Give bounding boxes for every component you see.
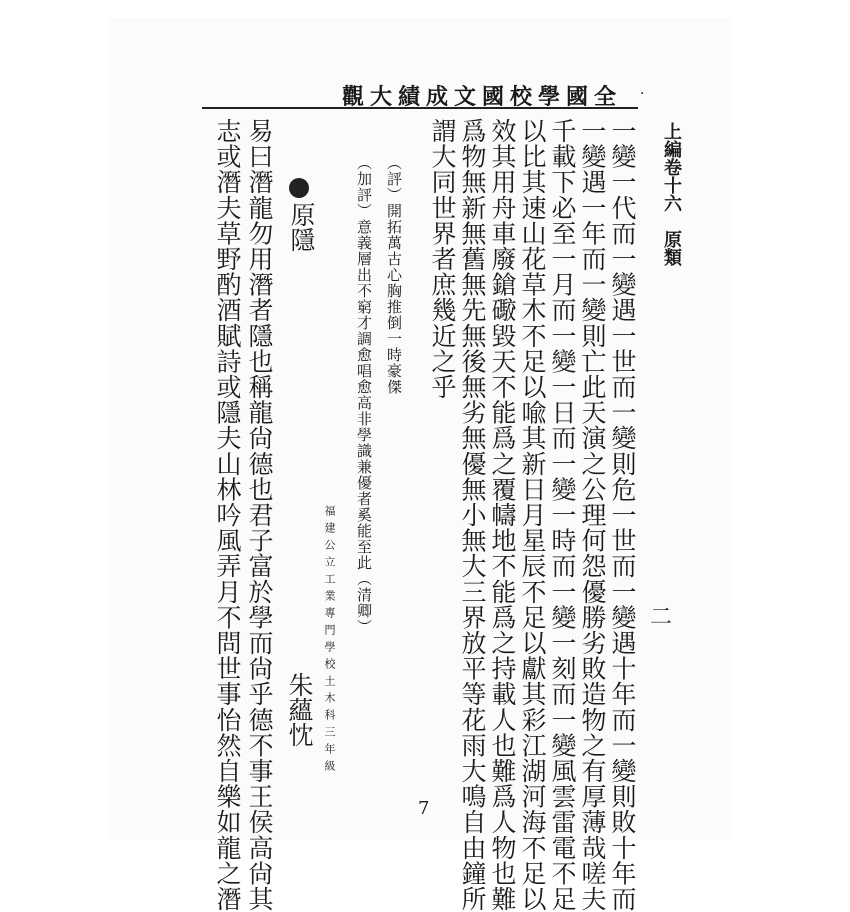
- body-column-7: 謂大同世界者庶幾近之乎: [428, 118, 457, 400]
- header-rule: [202, 107, 638, 109]
- body-column-6: 爲物無新無舊無先無後無劣無優無小無大三界放平等花雨大鳴自由鐘所: [458, 118, 487, 912]
- side-page-number: 二: [650, 605, 673, 630]
- comment-ping: （評）開拓萬古心胸推倒一時豪傑: [385, 155, 403, 395]
- body-column-3: 千載下必至一月而一變一日而一變一時而一變一刻而一變風雲雷電不足: [548, 118, 577, 912]
- section-bullet-icon: [289, 178, 309, 198]
- section-column-2: 志或潛夫草野酌酒賦詩或隱夫山林吟風弄月不問世事怡然自樂如龍之潛: [213, 118, 242, 912]
- page: [108, 18, 732, 840]
- body-column-4: 以比其速山花草木不足以喩其新日月星辰不足以獻其彩江湖河海不足以: [518, 118, 547, 912]
- section-title: 原隱: [287, 202, 316, 252]
- author-name: 朱蘊忱: [285, 672, 314, 747]
- body-column-2: 一變遇一年而一變則亡此天演之公理何怨優勝劣敗造物之有厚薄哉嗟夫: [578, 118, 607, 912]
- author-affiliation: 福建公立工業專門學校土木科三年級: [323, 505, 336, 777]
- comment-jiaping: （加評）意義層出不窮才調愈唱愈高非學識兼優者奚能至此（清卿）: [355, 155, 373, 635]
- page-number: 7: [418, 798, 430, 819]
- page-title: 全國學校國文成績大觀: [341, 84, 622, 110]
- section-column-1: 易曰潛龍勿用潛者隱也稱龍尙德也君子富於學而尙乎德不事王侯高尙其: [245, 118, 274, 912]
- body-column-5: 效其用舟車廢鎗礮毀天不能爲之覆幬地不能爲之持載人也難爲人物也難: [488, 118, 517, 912]
- corner-mark: ·: [640, 86, 645, 102]
- body-column-1: 一變一代而一變遇一世而一變則危一世而一變遇十年而一變則敗十年而: [608, 118, 637, 912]
- running-head: 上編卷十六 原類: [661, 122, 682, 266]
